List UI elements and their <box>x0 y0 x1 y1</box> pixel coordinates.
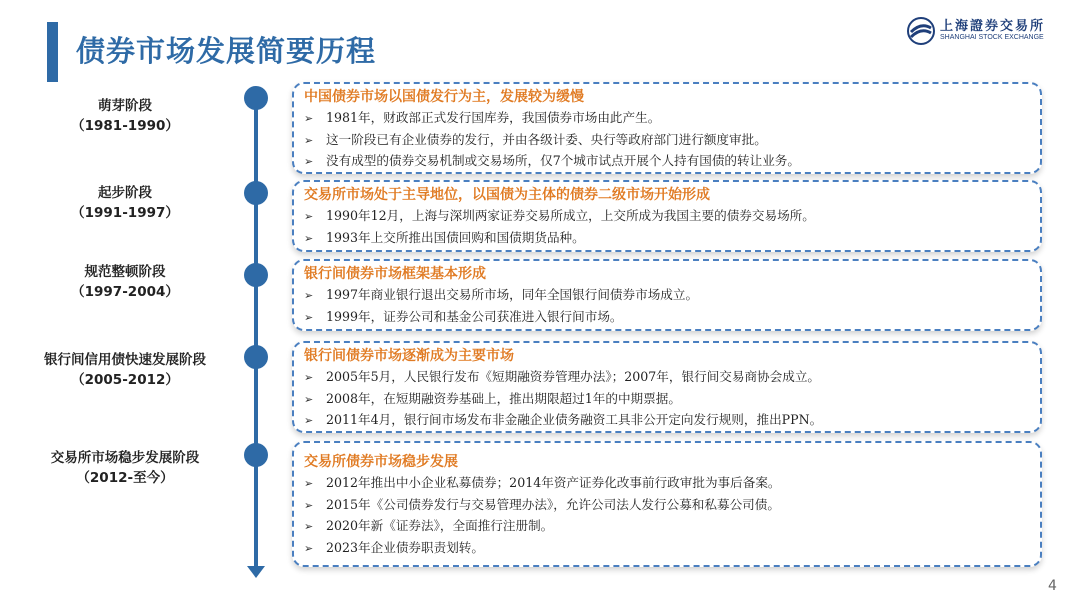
stage-box <box>292 82 1042 174</box>
arrow-bullet-icon: ➢ <box>304 289 314 302</box>
stage-label <box>20 448 230 488</box>
timeline-dot <box>244 86 268 110</box>
stage-label <box>20 262 230 302</box>
stage-label <box>20 350 230 390</box>
timeline-dot <box>244 345 268 369</box>
stage-heading: 银行间债券市场逐渐成为主要市场 <box>304 348 514 364</box>
stage-name: 萌芽阶段 <box>98 98 152 114</box>
list-item: ➢ 2023年企业债券职责划转。 <box>304 538 1030 560</box>
list-item: ➢ 这一阶段已有企业债券的发行，并由各级计委、央行等政府部门进行额度审批。 <box>304 130 1030 152</box>
stage-name: 起步阶段 <box>98 185 152 201</box>
stage-label <box>20 183 230 223</box>
stage-heading: 中国债券市场以国债发行为主，发展较为缓慢 <box>304 89 584 105</box>
timeline-dot <box>244 181 268 205</box>
arrow-bullet-icon: ➢ <box>304 210 314 223</box>
list-item: ➢ 2011年4月，银行间市场发布非金融企业债务融资工具非公开定向发行规则，推出PPN。 <box>304 410 1030 432</box>
logo-english-name: SHANGHAI STOCK EXCHANGE <box>940 34 1044 41</box>
stage-box <box>292 259 1042 331</box>
timeline-arrow-icon <box>247 566 265 578</box>
arrow-bullet-icon: ➢ <box>304 231 314 245</box>
list-item: ➢ 2020年新《证券法》，全面推行注册制。 <box>304 516 1030 538</box>
arrow-bullet-icon: ➢ <box>304 541 314 555</box>
stage-box <box>292 180 1042 252</box>
arrow-bullet-icon: ➢ <box>304 520 314 533</box>
stage-box <box>292 441 1042 567</box>
stage-heading: 交易所市场处于主导地位，以国债为主体的债券二级市场开始形成 <box>304 187 710 203</box>
stage-period: （2012-至今） <box>76 470 174 486</box>
list-item: ➢ 2012年推出中小企业私募债券；2014年资产证券化改事前行政审批为事后备案。 <box>304 473 1030 495</box>
logo-chinese-name: 上海證券交易所 <box>940 19 1046 34</box>
arrow-bullet-icon: ➢ <box>304 477 314 490</box>
list-item: ➢ 1981年，财政部正式发行国库券，我国债券市场由此产生。 <box>304 108 1030 130</box>
timeline-dot <box>244 443 268 467</box>
arrow-bullet-icon: ➢ <box>304 371 314 384</box>
stage-name: 交易所市场稳步发展阶段 <box>50 450 200 466</box>
list-item: ➢ 2005年5月，人民银行发布《短期融资券管理办法》；2007年，银行间交易商协会成立。 <box>304 367 1030 389</box>
arrow-bullet-icon: ➢ <box>304 498 314 512</box>
stage-heading: 银行间债券市场框架基本形成 <box>304 266 486 282</box>
stage-name: 银行间信用债快速发展阶段 <box>44 352 206 368</box>
list-item: ➢ 1993年上交所推出国债回购和国债期货品种。 <box>304 228 1030 250</box>
sse-logo <box>906 14 1046 54</box>
stage-box <box>292 341 1042 433</box>
sse-emblem-icon <box>906 16 936 46</box>
title-accent-bar <box>47 22 58 82</box>
arrow-bullet-icon: ➢ <box>304 310 314 324</box>
stage-period: （1991-1997） <box>71 205 179 221</box>
list-item: ➢ 2015年《公司债券发行与交易管理办法》，允许公司法人发行公募和私募公司债。 <box>304 495 1030 517</box>
list-item: ➢ 1990年12月，上海与深圳两家证券交易所成立，上交所成为我国主要的债券交易场所。 <box>304 206 1030 228</box>
stage-name: 规范整顿阶段 <box>84 264 166 280</box>
page-title: 债券市场发展简要历程 <box>76 34 377 68</box>
stage-label <box>20 96 230 136</box>
arrow-bullet-icon: ➢ <box>304 392 314 406</box>
list-item: ➢ 没有成型的债券交易机制或交易场所，仅7个城市试点开展个人持有国债的转让业务。 <box>304 151 1030 173</box>
timeline-dot <box>244 263 268 287</box>
arrow-bullet-icon: ➢ <box>304 155 314 168</box>
stage-heading: 交易所债券市场稳步发展 <box>304 454 458 470</box>
stage-period: （2005-2012） <box>71 372 179 388</box>
arrow-bullet-icon: ➢ <box>304 414 314 427</box>
timeline-axis <box>254 88 258 568</box>
list-item: ➢ 2008年，在短期融资券基础上，推出期限超过1年的中期票据。 <box>304 389 1030 411</box>
stage-period: （1997-2004） <box>71 284 179 300</box>
page-number: 4 <box>1048 578 1057 594</box>
arrow-bullet-icon: ➢ <box>304 133 314 147</box>
arrow-bullet-icon: ➢ <box>304 112 314 125</box>
list-item: ➢ 1997年商业银行退出交易所市场，同年全国银行间债券市场成立。 <box>304 285 1030 307</box>
stage-period: （1981-1990） <box>71 118 179 134</box>
list-item: ➢ 1999年，证券公司和基金公司获准进入银行间市场。 <box>304 307 1030 329</box>
